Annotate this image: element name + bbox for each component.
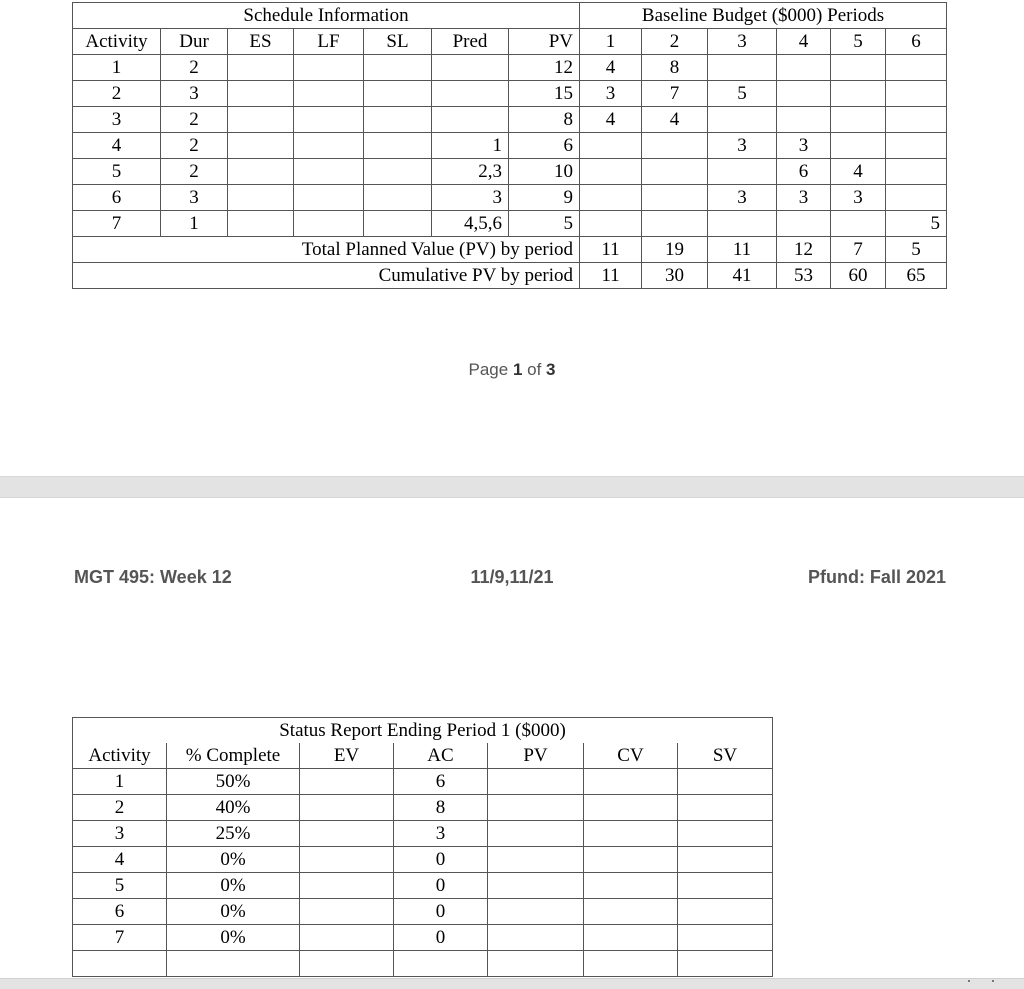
- total-pv-row-label: Total Planned Value (PV) by period: [73, 237, 580, 263]
- percent-complete-cell: 0%: [167, 899, 300, 925]
- lf-cell: [294, 185, 364, 211]
- sv-cell: [678, 795, 773, 821]
- cv-cell: [584, 925, 678, 951]
- cumulative-pv-row-value: 65: [886, 263, 947, 289]
- predecessor-cell: [432, 107, 509, 133]
- header-course: MGT 495: Week 12: [74, 567, 232, 587]
- duration-cell: 3: [161, 185, 228, 211]
- percent-complete-cell: 0%: [167, 925, 300, 951]
- pv-cell: 5: [509, 211, 580, 237]
- period-value-cell: 6: [777, 159, 831, 185]
- period-value-cell: [886, 133, 947, 159]
- status-activity-cell: 7: [73, 925, 167, 951]
- period-value-cell: [642, 185, 708, 211]
- sl-cell: [364, 159, 432, 185]
- ac-cell: 8: [394, 795, 488, 821]
- column-header: SL: [364, 29, 432, 55]
- empty-cell: [394, 951, 488, 977]
- status-report-table: [72, 717, 773, 977]
- cv-cell: [584, 769, 678, 795]
- period-header: 2: [642, 29, 708, 55]
- column-header-row: [73, 29, 947, 55]
- table-row: [73, 133, 947, 159]
- predecessor-cell: [432, 55, 509, 81]
- cumulative-pv-row-value: 60: [831, 263, 886, 289]
- pv-cell: 15: [509, 81, 580, 107]
- status-activity-cell: 3: [73, 821, 167, 847]
- period-header: 6: [886, 29, 947, 55]
- period-value-cell: [708, 55, 777, 81]
- ac-cell: 0: [394, 925, 488, 951]
- period-value-cell: 3: [777, 185, 831, 211]
- ev-cell: [300, 821, 394, 847]
- predecessor-cell: 3: [432, 185, 509, 211]
- total-pv-row: [73, 237, 947, 263]
- lf-cell: [294, 133, 364, 159]
- table-row: [73, 107, 947, 133]
- header-dates: 11/9,11/21: [470, 567, 554, 587]
- period-value-cell: [777, 81, 831, 107]
- sv-cell: [678, 769, 773, 795]
- predecessor-cell: 4,5,6: [432, 211, 509, 237]
- empty-cell: [167, 951, 300, 977]
- period-value-cell: [886, 159, 947, 185]
- cumulative-pv-row-label: Cumulative PV by period: [73, 263, 580, 289]
- activity-cell: 6: [73, 185, 161, 211]
- period-value-cell: 4: [580, 55, 642, 81]
- column-header: Dur: [161, 29, 228, 55]
- period-value-cell: [777, 107, 831, 133]
- period-value-cell: [886, 107, 947, 133]
- total-pv-row-value: 11: [708, 237, 777, 263]
- pv-cell: 6: [509, 133, 580, 159]
- period-value-cell: [831, 81, 886, 107]
- ev-cell: [300, 899, 394, 925]
- period-value-cell: [642, 133, 708, 159]
- period-value-cell: 3: [777, 133, 831, 159]
- lf-cell: [294, 55, 364, 81]
- es-cell: [228, 159, 294, 185]
- table-row: [73, 185, 947, 211]
- ev-cell: [300, 795, 394, 821]
- period-value-cell: [886, 55, 947, 81]
- predecessor-cell: 2,3: [432, 159, 509, 185]
- page-separator: [0, 476, 1024, 498]
- status-activity-cell: 2: [73, 795, 167, 821]
- duration-cell: 2: [161, 107, 228, 133]
- es-cell: [228, 107, 294, 133]
- status-column-header-row: [73, 743, 773, 769]
- lf-cell: [294, 211, 364, 237]
- sv-cell: [678, 899, 773, 925]
- ac-cell: 0: [394, 873, 488, 899]
- sv-cell: [678, 847, 773, 873]
- period-value-cell: 4: [831, 159, 886, 185]
- status-pv-cell: [488, 925, 584, 951]
- cumulative-pv-row-value: 11: [580, 263, 642, 289]
- activity-cell: 2: [73, 81, 161, 107]
- empty-cell: [300, 951, 394, 977]
- empty-cell: [73, 951, 167, 977]
- status-activity-cell: 1: [73, 769, 167, 795]
- period-value-cell: [831, 107, 886, 133]
- period-value-cell: 8: [642, 55, 708, 81]
- percent-complete-cell: 0%: [167, 873, 300, 899]
- duration-cell: 2: [161, 159, 228, 185]
- status-pv-cell: [488, 769, 584, 795]
- status-pv-cell: [488, 847, 584, 873]
- duration-cell: 3: [161, 81, 228, 107]
- period-value-cell: [580, 185, 642, 211]
- activity-cell: 5: [73, 159, 161, 185]
- status-column-header: SV: [678, 743, 773, 769]
- pv-cell: 12: [509, 55, 580, 81]
- period-value-cell: [708, 159, 777, 185]
- sv-cell: [678, 925, 773, 951]
- status-activity-cell: 4: [73, 847, 167, 873]
- ev-cell: [300, 873, 394, 899]
- status-pv-cell: [488, 873, 584, 899]
- sv-cell: [678, 873, 773, 899]
- duration-cell: 2: [161, 133, 228, 159]
- status-report-title: Status Report Ending Period 1 ($000): [73, 718, 773, 744]
- ac-cell: 6: [394, 769, 488, 795]
- ac-cell: 0: [394, 847, 488, 873]
- period-value-cell: [642, 211, 708, 237]
- period-value-cell: [580, 159, 642, 185]
- ev-cell: [300, 925, 394, 951]
- period-value-cell: [886, 81, 947, 107]
- bottom-scroll-bar: [0, 978, 1024, 989]
- status-column-header: % Complete: [167, 743, 300, 769]
- period-value-cell: 5: [886, 211, 947, 237]
- schedule-info-title: Schedule Information: [73, 3, 580, 29]
- status-column-header: AC: [394, 743, 488, 769]
- total-pv-row-value: 19: [642, 237, 708, 263]
- status-column-header: PV: [488, 743, 584, 769]
- predecessor-cell: [432, 81, 509, 107]
- period-header: 4: [777, 29, 831, 55]
- period-value-cell: [831, 55, 886, 81]
- period-header: 5: [831, 29, 886, 55]
- status-empty-row: [73, 951, 773, 977]
- empty-cell: [678, 951, 773, 977]
- activity-cell: 3: [73, 107, 161, 133]
- duration-cell: 2: [161, 55, 228, 81]
- pv-cell: 10: [509, 159, 580, 185]
- percent-complete-cell: 50%: [167, 769, 300, 795]
- percent-complete-cell: 40%: [167, 795, 300, 821]
- column-header: LF: [294, 29, 364, 55]
- sv-cell: [678, 821, 773, 847]
- total-pv-row-value: 7: [831, 237, 886, 263]
- table-title-row: [73, 3, 947, 29]
- cumulative-pv-row: [73, 263, 947, 289]
- cv-cell: [584, 795, 678, 821]
- ev-cell: [300, 847, 394, 873]
- column-header: Pred: [432, 29, 509, 55]
- sl-cell: [364, 211, 432, 237]
- ac-cell: 3: [394, 821, 488, 847]
- period-value-cell: [642, 159, 708, 185]
- activity-cell: 7: [73, 211, 161, 237]
- period-value-cell: 4: [642, 107, 708, 133]
- period-value-cell: [777, 211, 831, 237]
- status-activity-cell: 5: [73, 873, 167, 899]
- status-pv-cell: [488, 899, 584, 925]
- status-column-header: CV: [584, 743, 678, 769]
- cv-cell: [584, 899, 678, 925]
- status-row: [73, 873, 773, 899]
- lf-cell: [294, 81, 364, 107]
- period-value-cell: [708, 107, 777, 133]
- percent-complete-cell: 0%: [167, 847, 300, 873]
- table-row: [73, 81, 947, 107]
- predecessor-cell: 1: [432, 133, 509, 159]
- page-total: 3: [546, 360, 556, 379]
- baseline-budget-title: Baseline Budget ($000) Periods: [580, 3, 947, 29]
- column-header: ES: [228, 29, 294, 55]
- page-middle: of: [522, 360, 547, 379]
- period-header: 1: [580, 29, 642, 55]
- empty-cell: [488, 951, 584, 977]
- pv-cell: 8: [509, 107, 580, 133]
- period-value-cell: 3: [580, 81, 642, 107]
- empty-cell: [584, 951, 678, 977]
- period-value-cell: 3: [708, 185, 777, 211]
- cumulative-pv-row-value: 30: [642, 263, 708, 289]
- sl-cell: [364, 133, 432, 159]
- lf-cell: [294, 107, 364, 133]
- status-column-header: Activity: [73, 743, 167, 769]
- period-value-cell: 7: [642, 81, 708, 107]
- activity-cell: 1: [73, 55, 161, 81]
- period-value-cell: [831, 133, 886, 159]
- status-pv-cell: [488, 821, 584, 847]
- resize-handle-icon[interactable]: [968, 980, 994, 982]
- table-row: [73, 159, 947, 185]
- period-header: 3: [708, 29, 777, 55]
- column-header: PV: [509, 29, 580, 55]
- period-value-cell: [580, 211, 642, 237]
- ac-cell: 0: [394, 899, 488, 925]
- pv-cell: 9: [509, 185, 580, 211]
- period-value-cell: 3: [708, 133, 777, 159]
- table-row: [73, 211, 947, 237]
- cv-cell: [584, 873, 678, 899]
- period-value-cell: 3: [831, 185, 886, 211]
- sl-cell: [364, 185, 432, 211]
- total-pv-row-value: 12: [777, 237, 831, 263]
- period-value-cell: [831, 211, 886, 237]
- sl-cell: [364, 55, 432, 81]
- period-value-cell: [708, 211, 777, 237]
- cv-cell: [584, 847, 678, 873]
- sl-cell: [364, 107, 432, 133]
- sl-cell: [364, 81, 432, 107]
- cumulative-pv-row-value: 41: [708, 263, 777, 289]
- status-row: [73, 899, 773, 925]
- status-row: [73, 925, 773, 951]
- status-pv-cell: [488, 795, 584, 821]
- status-activity-cell: 6: [73, 899, 167, 925]
- baseline-budget-table: [72, 2, 947, 289]
- percent-complete-cell: 25%: [167, 821, 300, 847]
- status-row: [73, 769, 773, 795]
- es-cell: [228, 55, 294, 81]
- status-row: [73, 795, 773, 821]
- page-prefix: Page: [468, 360, 513, 379]
- status-row: [73, 847, 773, 873]
- column-header: Activity: [73, 29, 161, 55]
- header-instructor: Pfund: Fall 2021: [807, 567, 946, 587]
- activity-cell: 4: [73, 133, 161, 159]
- lf-cell: [294, 159, 364, 185]
- page-number: [0, 360, 1024, 380]
- period-value-cell: 5: [708, 81, 777, 107]
- period-value-cell: [886, 185, 947, 211]
- period-value-cell: [580, 133, 642, 159]
- period-value-cell: [777, 55, 831, 81]
- es-cell: [228, 211, 294, 237]
- cv-cell: [584, 821, 678, 847]
- duration-cell: 1: [161, 211, 228, 237]
- total-pv-row-value: 5: [886, 237, 947, 263]
- total-pv-row-value: 11: [580, 237, 642, 263]
- period-value-cell: 4: [580, 107, 642, 133]
- es-cell: [228, 185, 294, 211]
- status-column-header: EV: [300, 743, 394, 769]
- es-cell: [228, 133, 294, 159]
- cumulative-pv-row-value: 53: [777, 263, 831, 289]
- status-title-row: [73, 718, 773, 744]
- status-row: [73, 821, 773, 847]
- es-cell: [228, 81, 294, 107]
- page-current: 1: [512, 360, 523, 379]
- ev-cell: [300, 769, 394, 795]
- table-row: [73, 55, 947, 81]
